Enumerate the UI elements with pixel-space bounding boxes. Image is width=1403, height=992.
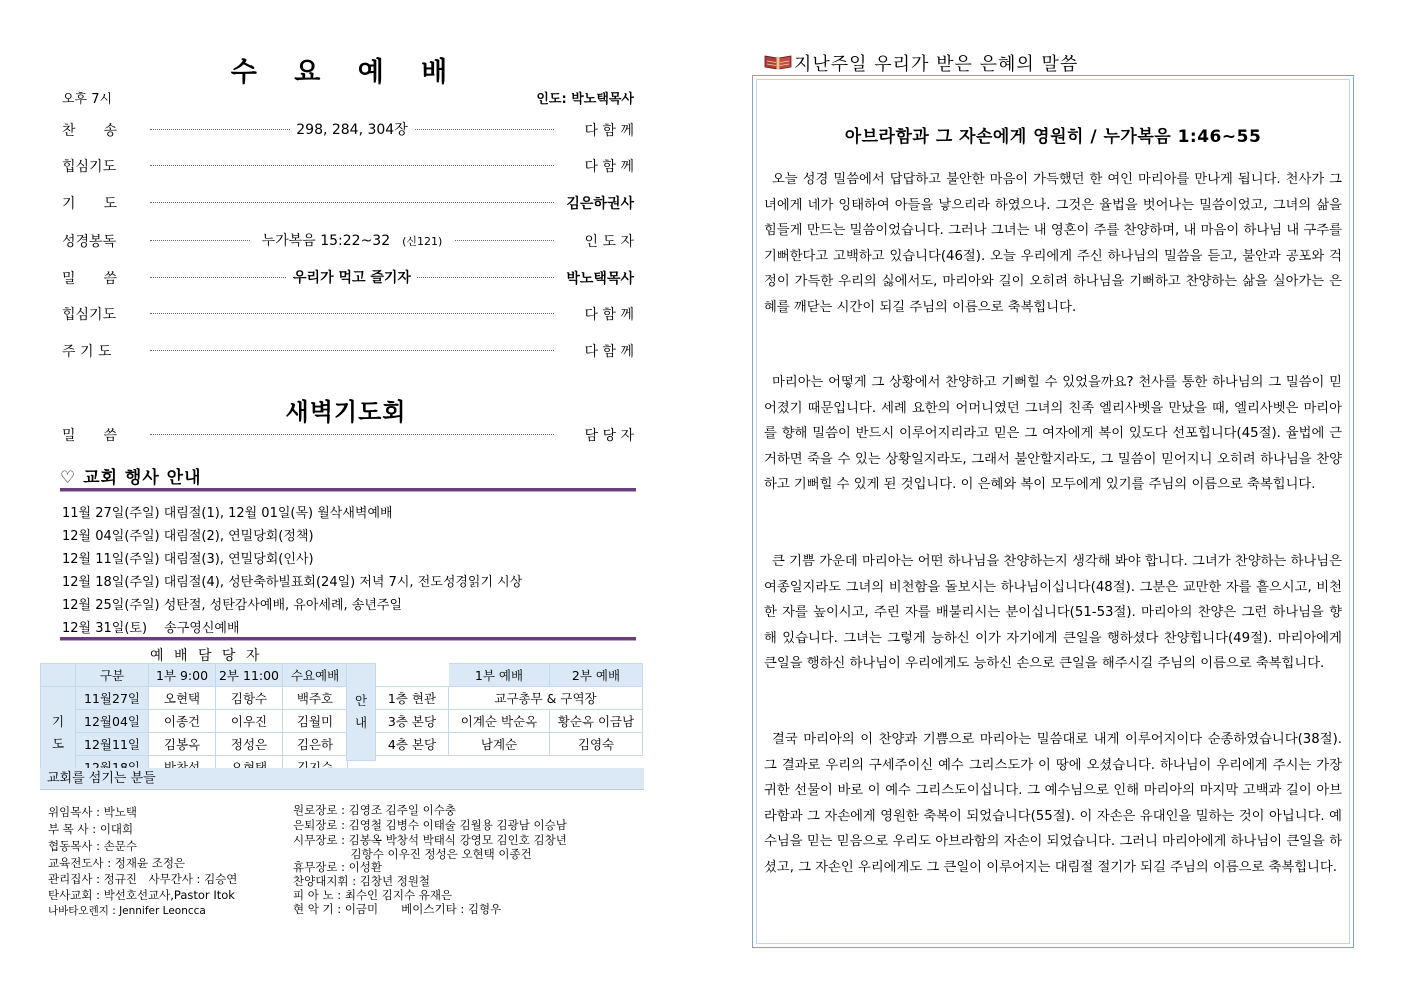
order-content: 우리가 먹고 즐기자 bbox=[287, 270, 417, 286]
staff-line: 찬양대지휘 : 김창년 정원철 bbox=[293, 874, 431, 888]
location-side-label: 안 내 bbox=[347, 664, 376, 761]
order-person: 담 당 자 bbox=[584, 428, 634, 444]
event-item: 11월 27일(주일) 대림절(1), 12월 01일(목) 월삭새벽예배 bbox=[62, 506, 393, 521]
event-item: 12월 31일(토) 송구영신예배 bbox=[62, 621, 240, 636]
sermon-paragraph: 결국 마리아의 이 찬양과 기쁨으로 마리아는 밀씀대로 내게 이루어지이다 순종하였습니다(38절). 그 결과로 우리의 구세주이신 예수 그리스도가 이 땅에 오셨습니다. 하나님이 우리에게 주시는 가장 귀한 선물이 바로 이 예수 그리스도이십니다. 그 예수님으로 인해 마리아의 마지막 고백과 길이 아브라함과 그 자손에게 영원한 축복이 되었습니다(55절). 이 자손은 유대인을 밀하는 것이 아닙니다. 예수님을 믿는 믿음으로 우리도 아브라함의 자손이 되었습니다. 그러니 마리아에게 하나님이 큰일을 하셨고, 그 자손인 우리에게도 그 큰일이 이루어지는 대림절 절기가 되길 주님의 이름으로 축복힙니다. bbox=[764, 732, 1342, 875]
staff-line: 위임목사 : 박노택 bbox=[48, 805, 137, 819]
order-label: 성경봉독 bbox=[62, 234, 117, 250]
events-heading: ♡ 교회 행사 안내 bbox=[60, 468, 202, 488]
dotted-leader bbox=[150, 350, 554, 351]
order-content: 누가복음 15:22~32 bbox=[256, 233, 396, 249]
duty-title: 예 배 담 당 자 bbox=[150, 648, 263, 664]
staff-line: 피 아 노 : 최수인 김지수 유재은 bbox=[293, 888, 453, 902]
duty-header: 구분 bbox=[76, 664, 149, 687]
table-row: 12월11일 김봉옥 정성은 김은하 bbox=[41, 733, 348, 756]
order-row-prayer bbox=[62, 190, 634, 214]
order-label: 찬 송 bbox=[62, 123, 118, 139]
staff-line: 시무장로 : 김봉옥 박창석 박태식 강영모 김인호 김창년 bbox=[293, 833, 567, 847]
table-row: 기 도 11월27일 오현택 김항수 백주호 bbox=[41, 687, 348, 710]
table-row: 1층 현관 교구총무 & 구역장 bbox=[347, 687, 643, 710]
dotted-leader bbox=[150, 313, 554, 314]
order-label: 힙심기도 bbox=[62, 307, 117, 323]
order-label: 밀 씀 bbox=[62, 271, 118, 287]
location-table bbox=[346, 663, 643, 761]
location-header: 2부 예배 bbox=[550, 664, 643, 687]
staff-line: 김항수 이우진 정성은 오현택 이종건 bbox=[293, 847, 532, 861]
servants-heading: 교회를 섬기는 분들 bbox=[40, 768, 644, 790]
event-item: 12월 04일(주일) 대림절(2), 연밀당회(정책) bbox=[62, 529, 314, 544]
order-row-scripture bbox=[62, 228, 634, 252]
dawn-row-sermon bbox=[62, 422, 634, 446]
open-book-icon bbox=[764, 54, 792, 70]
staff-line: 휴무장로 : 이성환 bbox=[293, 860, 382, 874]
service-leader: 인도: 박노택목사 bbox=[536, 92, 634, 107]
sermon-paragraph: 오늘 성경 밀씀에서 답답하고 불안한 마음이 가득했던 한 여인 마리아를 만나게 됩니다. 천사가 그녀에게 네가 잉태하여 아들을 낳으리라 하였으나. 그것은 율법을 벗어나는 밀씀이었고, 그녀의 삶을 힘들게 만드는 밀씀이었습니다. 그러나 그녀는 내 영혼이 주를 찬양하며, 내 마음이 하나님 내 구주를 기뻐한다고 고백하고 있습니다(46절). 오늘 우리에게 주신 하나님의 밀씀을 듣고, 불안과 공포와 걱정이 가득한 우리의 싫에서도, 마리아와 길이 오히려 하나님을 기뻐하고 찬양하는 삶을 실아가는 은혜를 깨닫는 시간이 되길 주님의 이름으로 축복힙니다. bbox=[764, 172, 1342, 315]
wednesday-service-title: 수 요 예 배 bbox=[230, 57, 462, 88]
duty-table bbox=[40, 663, 348, 779]
duty-header: 수요예배 bbox=[283, 664, 348, 687]
duty-header: 2부 11:00 bbox=[216, 664, 283, 687]
dotted-leader bbox=[150, 202, 554, 203]
table-row: 12월04일 이종건 이우진 김월미 bbox=[41, 710, 348, 733]
order-person: 다 함 께 bbox=[584, 159, 634, 175]
staff-line: 탄사교회 : 박선호선교사,Pastor Itok bbox=[48, 888, 235, 902]
staff-line: 은퇴장로 : 김영철 김병수 이태술 김월용 김광남 이승남 bbox=[293, 818, 567, 832]
event-item: 12월 25일(주일) 성탄절, 성탄감사예배, 유아세례, 송년주일 bbox=[62, 598, 403, 613]
order-person: 다 함 께 bbox=[584, 307, 634, 323]
order-label: 힙심기도 bbox=[62, 159, 117, 175]
order-row-sermon bbox=[62, 265, 634, 289]
staff-line: 부 목 사 : 이대희 bbox=[48, 822, 134, 836]
divider bbox=[60, 637, 636, 641]
dawn-prayer-title: 새벽기도회 bbox=[285, 398, 407, 426]
order-person: 인 도 자 bbox=[584, 234, 634, 250]
order-content: 298, 284, 304장 bbox=[290, 122, 414, 138]
order-label: 기 도 bbox=[62, 196, 118, 212]
staff-line: 현 악 기 : 이금미 베이스기타 : 김형우 bbox=[293, 902, 502, 916]
order-row-hymn bbox=[62, 117, 634, 141]
staff-line: 나바타오렌지 : Jennifer Leoncca bbox=[48, 905, 206, 917]
service-time: 오후 7시 bbox=[62, 92, 113, 107]
order-row-unison-prayer-2 bbox=[62, 301, 634, 325]
order-person: 다 함 께 bbox=[584, 123, 634, 139]
staff-line: 교육전도사 : 정재윤 조정은 bbox=[48, 856, 186, 870]
event-item: 12월 11일(주일) 대림절(3), 연밀당회(인사) bbox=[62, 552, 314, 567]
dotted-leader bbox=[150, 165, 554, 166]
sermon-paragraph: 마리아는 어떻게 그 상황에서 찬양하고 기뻐힐 수 있었을까요? 천사를 통한 하나님의 그 밀씀이 믿어졌기 때문입니다. 세례 요한의 어머니였던 그녀의 친족 엘리사벳을 만났을 때, 엘리사벳은 마리아를 향해 밀씀이 반드시 이루어지리라고 믿은 그 여자에게 복이 있도다 선포힙니다(45절). 율법에 근거하면 죽을 수 있는 상황일지라도, 그래서 불안할지라도, 그 밀씀이 믿어지니 오히려 하나님을 찬양하고 기뻐힐 수 있게 된 것입니다. 이 은혜와 복이 모두에게 있기를 주님의 이름으로 축복힙니다. bbox=[764, 375, 1342, 493]
order-row-lords-prayer bbox=[62, 338, 634, 362]
staff-line: 원로장로 : 김영조 김주일 이수충 bbox=[293, 803, 456, 817]
table-row: 4층 본당 남계순 김영숙 bbox=[347, 733, 643, 756]
sermon-title: 아브라함과 그 자손에게 영원히 / 누가복음 1:46~55 bbox=[844, 127, 1262, 147]
order-person: 박노택목사 bbox=[566, 271, 634, 287]
order-person: 김은하권사 bbox=[566, 196, 634, 212]
hymnal-ref: (신121) bbox=[396, 235, 448, 248]
order-row-unison-prayer bbox=[62, 153, 634, 177]
order-person: 다 함 께 bbox=[584, 344, 634, 360]
event-item: 12월 18일(주일) 대림절(4), 성탄축하빌표회(24일) 저녁 7시, 전도성경읽기 시상 bbox=[62, 575, 523, 590]
duty-header: 1부 9:00 bbox=[149, 664, 216, 687]
staff-line: 협동목사 : 손문수 bbox=[48, 839, 137, 853]
order-label: 주 기 도 bbox=[62, 344, 112, 360]
location-header: 1부 예배 bbox=[449, 664, 550, 687]
duty-side-label: 기 도 bbox=[41, 687, 76, 779]
table-row: 3층 본당 이계순 박순옥 황순옥 이금남 bbox=[347, 710, 643, 733]
staff-line: 관리집사 : 정규진 사무간사 : 김승연 bbox=[48, 872, 238, 886]
order-label: 밀 씀 bbox=[62, 428, 118, 444]
dotted-leader bbox=[150, 434, 554, 435]
divider bbox=[60, 488, 636, 492]
sermon-paragraph: 큰 기쁨 가운데 마리아는 어떤 하나님을 찬양하는지 생각해 봐야 합니다. 그녀가 찬양하는 하나님은 여종일지라도 그녀의 비천함을 돌보시는 하나님이십니다(48절). 그분은 교만한 자를 흩으시고, 비천한 자를 높이시고, 주린 자를 배불리시는 분이십니다(51-53절). 마리아의 찬양은 그런 하나님을 향해 있습니다. 그녀는 그렇게 능하신 이가 자기에게 큰일을 행하셨다 찬양힙니다(49절). 마리아에게 큰일을 행하신 하나님이 우리에게도 능하신 손으로 큰일을 해주시길 주님의 이름으로 축복힙니다. bbox=[764, 554, 1342, 672]
sermon-section-heading: 지난주일 우리가 받은 은혜의 말씀 bbox=[794, 54, 1079, 75]
